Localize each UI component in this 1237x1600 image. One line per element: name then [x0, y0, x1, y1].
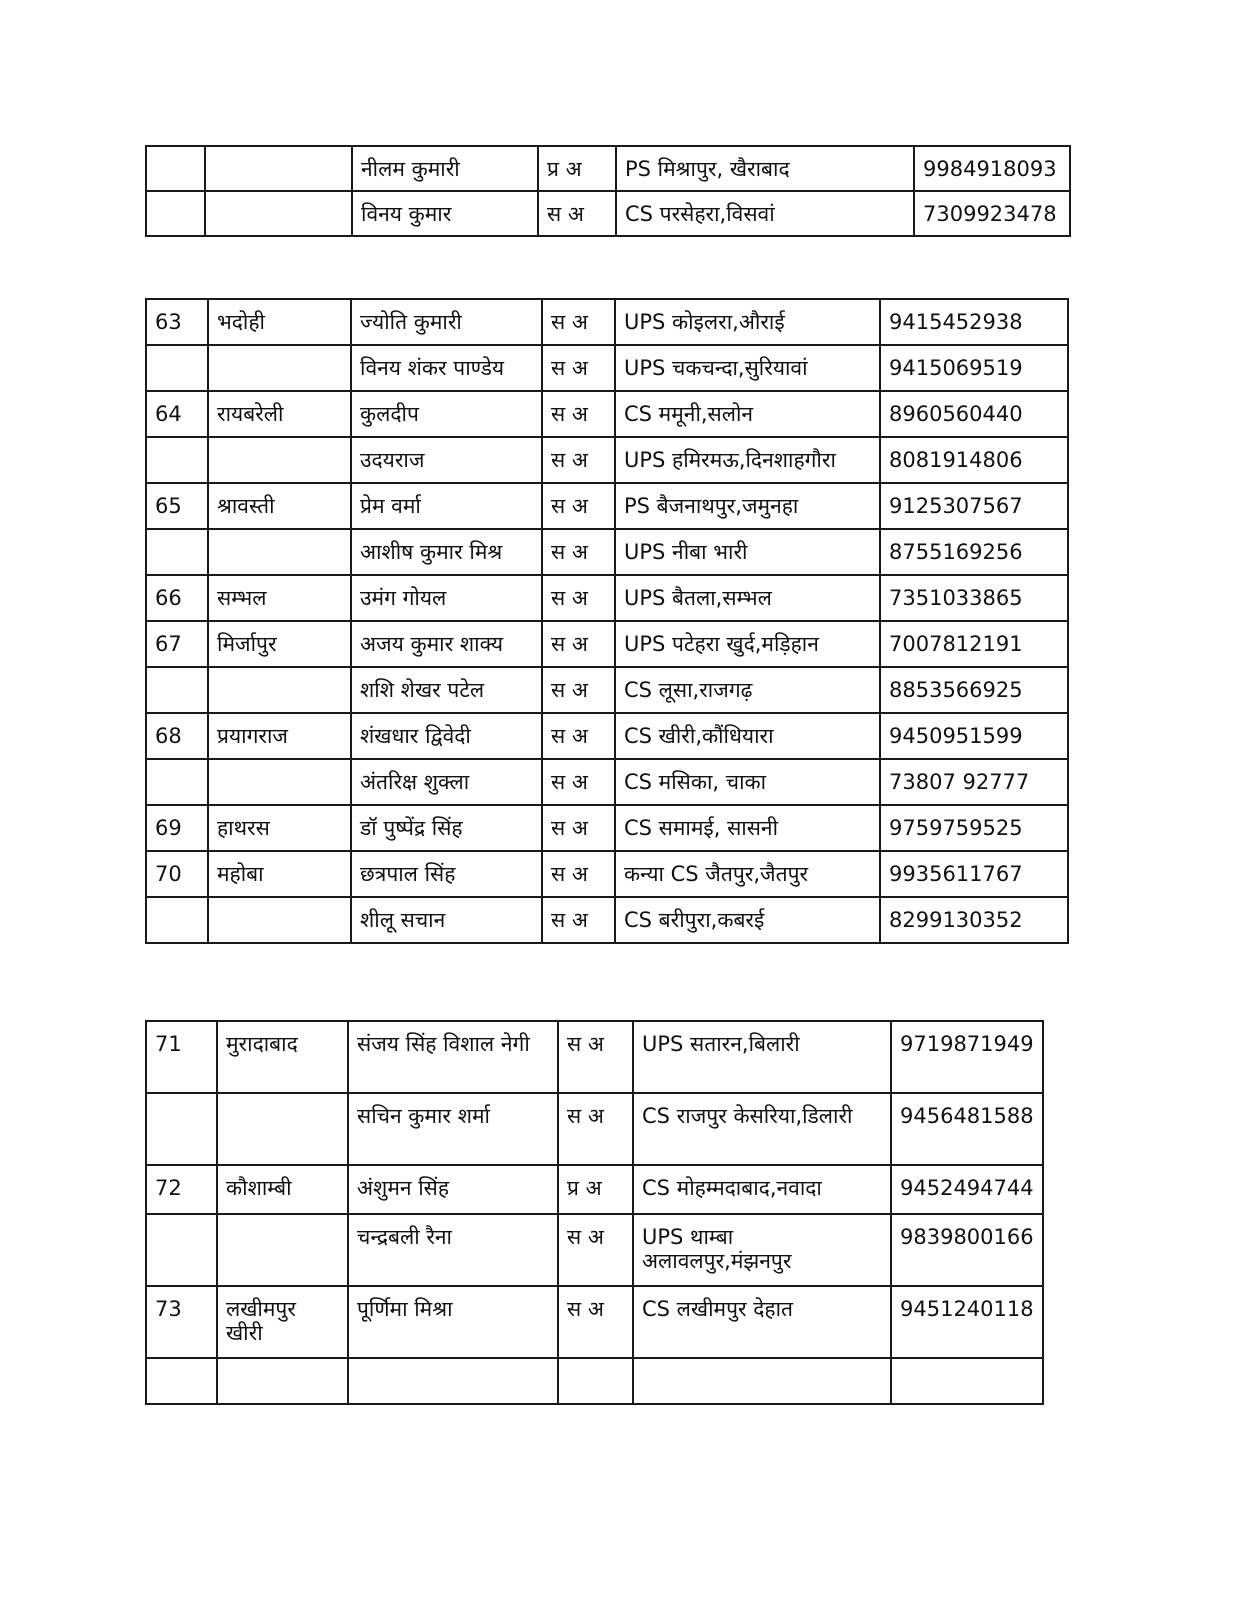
- mobile-cell: 8755169256: [880, 529, 1068, 575]
- designation-cell: स अ: [542, 805, 615, 851]
- designation-cell: स अ: [542, 575, 615, 621]
- table-row: [146, 1021, 1043, 1093]
- name-cell: प्रेम वर्मा: [351, 483, 542, 529]
- school-cell: UPS थाम्बा अलावलपुर,मंझनपुर: [633, 1214, 891, 1286]
- table-row: [146, 391, 1068, 437]
- name-cell: संजय सिंह विशाल नेगी: [348, 1021, 558, 1093]
- name-cell: आशीष कुमार मिश्र: [351, 529, 542, 575]
- school-cell: CS ममूनी,सलोन: [615, 391, 880, 437]
- serial-cell: 69: [146, 805, 208, 851]
- school-cell: UPS सतारन,बिलारी: [633, 1021, 891, 1093]
- school-cell: UPS बैतला,सम्भल: [615, 575, 880, 621]
- district-cell: [205, 146, 352, 191]
- name-cell: अंशुमन सिंह: [348, 1165, 558, 1214]
- table-row: [146, 299, 1068, 345]
- table-row: [146, 575, 1068, 621]
- name-cell: सचिन कुमार शर्मा: [348, 1093, 558, 1165]
- mobile-cell: 9719871949: [891, 1021, 1043, 1093]
- table-row: [146, 897, 1068, 943]
- table-row: [146, 1358, 1043, 1404]
- name-cell: ज्योति कुमारी: [351, 299, 542, 345]
- school-cell: CS मसिका, चाका: [615, 759, 880, 805]
- serial-cell: [146, 1093, 217, 1165]
- table-row: [146, 621, 1068, 667]
- mobile-cell: 9415069519: [880, 345, 1068, 391]
- school-cell: UPS हमिरमऊ,दिनशाहगौरा: [615, 437, 880, 483]
- mobile-cell: 9451240118: [891, 1286, 1043, 1358]
- district-cell: कौशाम्बी: [217, 1165, 348, 1214]
- school-cell: UPS चकचन्दा,सुरियावां: [615, 345, 880, 391]
- district-cell: मुरादाबाद: [217, 1021, 348, 1093]
- designation-cell: स अ: [558, 1214, 633, 1286]
- serial-cell: 64: [146, 391, 208, 437]
- district-cell: सम्भल: [208, 575, 351, 621]
- serial-cell: [146, 529, 208, 575]
- table-row: [146, 713, 1068, 759]
- district-cell: [208, 759, 351, 805]
- school-cell: CS परसेहरा,विसवां: [616, 191, 914, 236]
- name-cell: विनय शंकर पाण्डेय: [351, 345, 542, 391]
- serial-cell: [146, 191, 205, 236]
- district-cell: [205, 191, 352, 236]
- mobile-cell: 9839800166: [891, 1214, 1043, 1286]
- district-cell: भदोही: [208, 299, 351, 345]
- mobile-cell: 8081914806: [880, 437, 1068, 483]
- serial-cell: [146, 759, 208, 805]
- table-row: [146, 759, 1068, 805]
- serial-cell: [146, 345, 208, 391]
- serial-cell: 66: [146, 575, 208, 621]
- school-cell: CS समामई, सासनी: [615, 805, 880, 851]
- mobile-cell: 7309923478: [914, 191, 1070, 236]
- table-row: [146, 437, 1068, 483]
- designation-cell: स अ: [542, 345, 615, 391]
- school-cell: CS लूसा,राजगढ़: [615, 667, 880, 713]
- table-row: [146, 1093, 1043, 1165]
- mobile-cell: 9984918093: [914, 146, 1070, 191]
- serial-cell: [146, 667, 208, 713]
- table-row: [146, 529, 1068, 575]
- school-cell: CS बरीपुरा,कबरई: [615, 897, 880, 943]
- school-cell: CS लखीमपुर देहात: [633, 1286, 891, 1358]
- district-cell: [208, 345, 351, 391]
- district-cell: महोबा: [208, 851, 351, 897]
- designation-cell: स अ: [542, 483, 615, 529]
- mobile-cell: 9759759525: [880, 805, 1068, 851]
- designation-cell: स अ: [542, 529, 615, 575]
- name-cell: पूर्णिमा मिश्रा: [348, 1286, 558, 1358]
- district-cell: प्रयागराज: [208, 713, 351, 759]
- district-cell: [217, 1214, 348, 1286]
- serial-cell: 70: [146, 851, 208, 897]
- district-cell: [208, 437, 351, 483]
- serial-cell: 72: [146, 1165, 217, 1214]
- school-cell: UPS पटेहरा खुर्द,मड़िहान: [615, 621, 880, 667]
- district-cell: [217, 1093, 348, 1165]
- designation-cell: स अ: [542, 713, 615, 759]
- name-cell: विनय कुमार: [352, 191, 538, 236]
- name-cell: उदयराज: [351, 437, 542, 483]
- table-row: [146, 851, 1068, 897]
- serial-cell: 67: [146, 621, 208, 667]
- serial-cell: 68: [146, 713, 208, 759]
- name-cell: नीलम कुमारी: [352, 146, 538, 191]
- serial-cell: 63: [146, 299, 208, 345]
- designation-cell: स अ: [542, 437, 615, 483]
- school-cell: UPS कोइलरा,औराई: [615, 299, 880, 345]
- designation-cell: स अ: [558, 1286, 633, 1358]
- table-row: [146, 1286, 1043, 1358]
- designation-cell: स अ: [542, 391, 615, 437]
- table-row: [146, 146, 1070, 191]
- mobile-cell: 9125307567: [880, 483, 1068, 529]
- designation-cell: स अ: [542, 759, 615, 805]
- mobile-cell: 7351033865: [880, 575, 1068, 621]
- designation-cell: स अ: [542, 897, 615, 943]
- table-row: [146, 1165, 1043, 1214]
- school-cell: कन्या CS जैतपुर,जैतपुर: [615, 851, 880, 897]
- staff-table-2: [145, 298, 1069, 944]
- name-cell: उमंग गोयल: [351, 575, 542, 621]
- serial-cell: [146, 897, 208, 943]
- mobile-cell: 9456481588: [891, 1093, 1043, 1165]
- district-cell: लखीमपुर खीरी: [217, 1286, 348, 1358]
- district-cell: रायबरेली: [208, 391, 351, 437]
- name-cell: अंतरिक्ष शुक्ला: [351, 759, 542, 805]
- name-cell: कुलदीप: [351, 391, 542, 437]
- designation-cell: स अ: [558, 1021, 633, 1093]
- serial-cell: 73: [146, 1286, 217, 1358]
- mobile-cell: 9452494744: [891, 1165, 1043, 1214]
- serial-cell: [146, 1214, 217, 1286]
- staff-table-1: [145, 145, 1071, 237]
- serial-cell: 65: [146, 483, 208, 529]
- name-cell: छत्रपाल सिंह: [351, 851, 542, 897]
- designation-cell: स अ: [542, 851, 615, 897]
- mobile-cell: [891, 1358, 1043, 1404]
- table-row: [146, 345, 1068, 391]
- designation-cell: स अ: [558, 1093, 633, 1165]
- mobile-cell: 73807 92777: [880, 759, 1068, 805]
- school-cell: CS राजपुर केसरिया,डिलारी: [633, 1093, 891, 1165]
- designation-cell: प्र अ: [538, 146, 616, 191]
- table-row: [146, 1214, 1043, 1286]
- school-cell: [633, 1358, 891, 1404]
- school-cell: PS बैजनाथपुर,जमुनहा: [615, 483, 880, 529]
- serial-cell: [146, 146, 205, 191]
- district-cell: [217, 1358, 348, 1404]
- designation-cell: स अ: [538, 191, 616, 236]
- district-cell: [208, 529, 351, 575]
- table-row: [146, 483, 1068, 529]
- name-cell: शंखधार द्विवेदी: [351, 713, 542, 759]
- name-cell: शीलू सचान: [351, 897, 542, 943]
- mobile-cell: 9415452938: [880, 299, 1068, 345]
- mobile-cell: 9935611767: [880, 851, 1068, 897]
- mobile-cell: 8853566925: [880, 667, 1068, 713]
- serial-cell: [146, 1358, 217, 1404]
- name-cell: [348, 1358, 558, 1404]
- serial-cell: [146, 437, 208, 483]
- name-cell: चन्द्रबली रैना: [348, 1214, 558, 1286]
- name-cell: शशि शेखर पटेल: [351, 667, 542, 713]
- mobile-cell: 8299130352: [880, 897, 1068, 943]
- designation-cell: [558, 1358, 633, 1404]
- mobile-cell: 9450951599: [880, 713, 1068, 759]
- designation-cell: स अ: [542, 667, 615, 713]
- district-cell: हाथरस: [208, 805, 351, 851]
- table-row: [146, 805, 1068, 851]
- name-cell: डॉ पुष्पेंद्र सिंह: [351, 805, 542, 851]
- school-cell: UPS नीबा भारी: [615, 529, 880, 575]
- table-row: [146, 667, 1068, 713]
- district-cell: श्रावस्ती: [208, 483, 351, 529]
- school-cell: CS मोहम्मदाबाद,नवादा: [633, 1165, 891, 1214]
- name-cell: अजय कुमार शाक्य: [351, 621, 542, 667]
- designation-cell: प्र अ: [558, 1165, 633, 1214]
- district-cell: [208, 897, 351, 943]
- mobile-cell: 7007812191: [880, 621, 1068, 667]
- mobile-cell: 8960560440: [880, 391, 1068, 437]
- designation-cell: स अ: [542, 299, 615, 345]
- serial-cell: 71: [146, 1021, 217, 1093]
- school-cell: CS खीरी,कौंधियारा: [615, 713, 880, 759]
- staff-table-3: [145, 1020, 1044, 1405]
- district-cell: मिर्जापुर: [208, 621, 351, 667]
- designation-cell: स अ: [542, 621, 615, 667]
- table-row: [146, 191, 1070, 236]
- school-cell: PS मिश्रापुर, खैराबाद: [616, 146, 914, 191]
- district-cell: [208, 667, 351, 713]
